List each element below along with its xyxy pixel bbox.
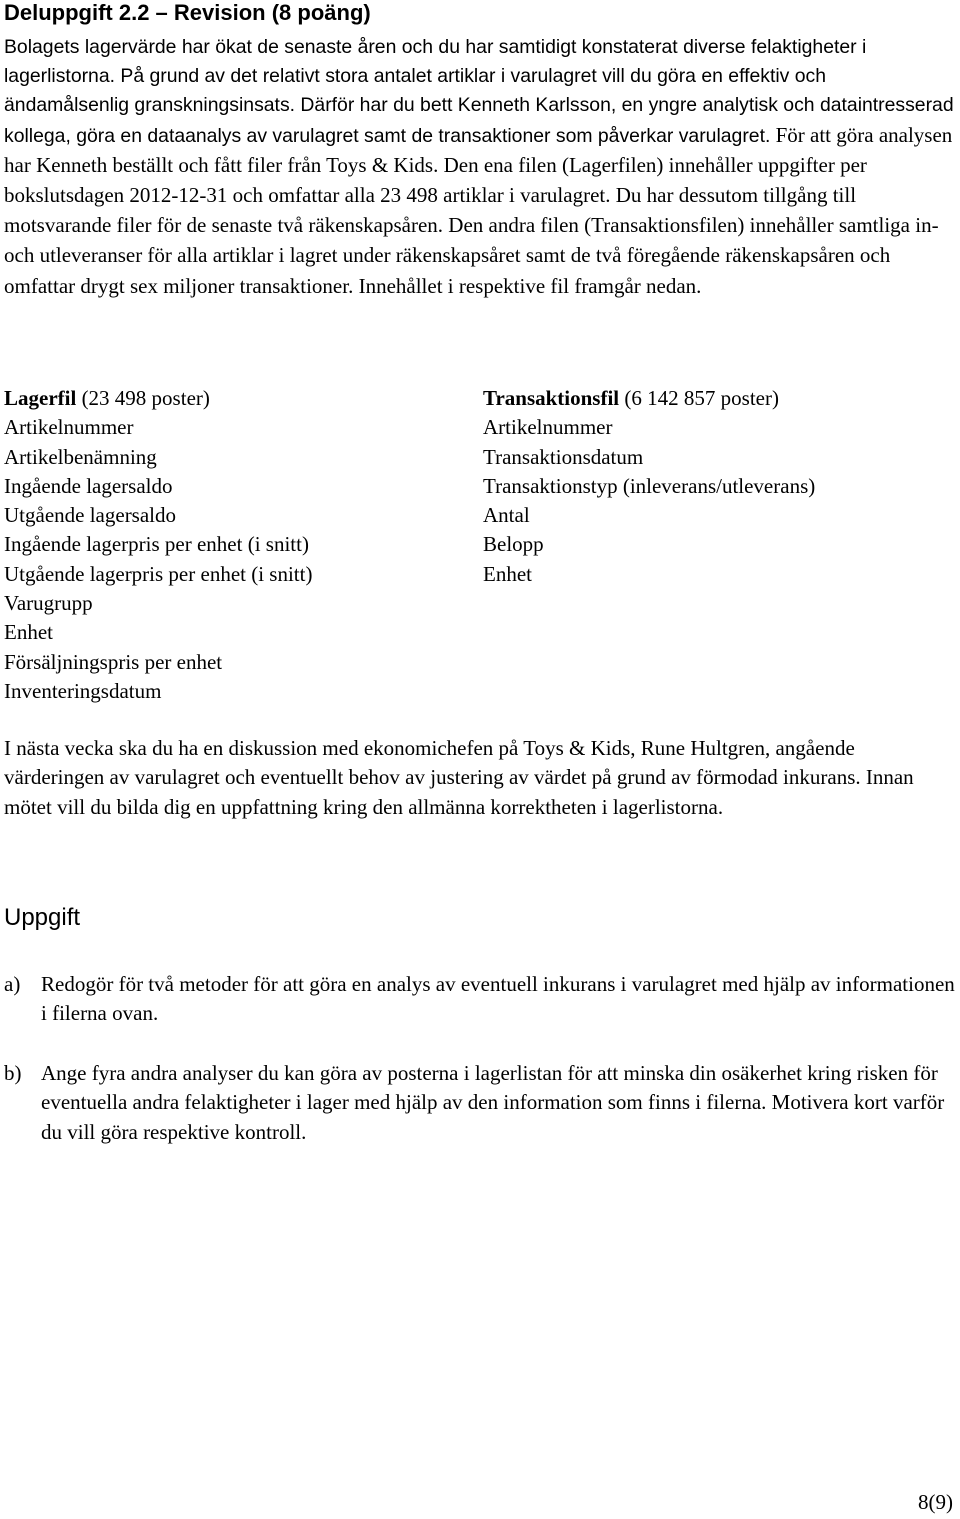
- lagerfil-column: [4, 384, 312, 706]
- transaktionsfil-field: Artikelnummer: [483, 415, 613, 440]
- task-letter: b): [4, 1061, 22, 1085]
- task-item-a: [4, 970, 960, 1029]
- lagerfil-field: Utgående lagerpris per enhet (i snitt): [4, 561, 313, 586]
- intro-paragraph: [4, 33, 956, 302]
- task-text: Redogör för två metoder för att göra en analys av eventuell inkurans i varulagret med hjälp av informationen i filerna ovan.: [41, 972, 955, 1026]
- transaktionsfil-column: [483, 384, 815, 589]
- lagerfil-count: (23 498 poster): [76, 386, 210, 410]
- section-heading: Deluppgift 2.2 – Revision (8 poäng): [4, 0, 371, 25]
- transaktionsfil-count: (6 142 857 poster): [619, 386, 779, 410]
- lagerfil-field: Ingående lagerpris per enhet (i snitt): [4, 532, 309, 557]
- lagerfil-field: Utgående lagersaldo: [4, 503, 177, 528]
- lagerfil-header: [4, 384, 312, 413]
- lagerfil-field: Ingående lagersaldo: [4, 473, 173, 498]
- transaktionsfil-field: Antal: [483, 503, 530, 528]
- transaktionsfil-title: Transaktionsfil: [483, 386, 620, 410]
- page-number: 8(9): [918, 1490, 953, 1514]
- transaktionsfil-field: Transaktionstyp (inleverans/utleverans): [483, 473, 816, 498]
- task-heading: Uppgift: [4, 904, 81, 931]
- lagerfil-field: Försäljningspris per enhet: [4, 649, 223, 674]
- lagerfil-field: Varugrupp: [4, 591, 93, 616]
- task-text: Ange fyra andra analyser du kan göra av posterna i lagerlistan för att minska din osäkerhet kring risken för eventuella andra felaktigheter i lager med hjälp av den information som finns i filerna. Motivera kort varför du vill göra respektive kontroll.: [41, 1061, 945, 1144]
- discussion-paragraph: I nästa vecka ska du ha en diskussion med ekonomichefen på Toys & Kids, Rune Hultgren, angående värderingen av varulagret och eventuellt behov av justering av värdet på grund av förmodad inkurans. Innan mötet vill du bilda dig en uppfattning kring den allmänna korrektheten i lagerlistorna.: [4, 736, 914, 819]
- lagerfil-field: Inventeringsdatum: [4, 678, 162, 703]
- task-item-b: [4, 1059, 960, 1147]
- transaktionsfil-header: [483, 384, 815, 413]
- intro-text-sans: Bolagets lagervärde har ökat de senaste åren och du har samtidigt konstaterat diverse felaktigheter i lagerlistorna. På grund av det relativt stora antalet artiklar i varulagret vill du göra en effektiv och ändamålsenlig granskningsinsats. Därför har du bett Kenneth Karlsson, en yngre analytisk och dataintresserad kollega, göra en dataanalys av varulagret samt de transaktioner som påverkar varulagret.: [4, 36, 954, 147]
- transaktionsfil-field: Transaktionsdatum: [483, 444, 644, 469]
- transaktionsfil-field: Enhet: [483, 561, 532, 586]
- lagerfil-field: Artikelnummer: [4, 415, 134, 440]
- task-letter: a): [4, 972, 21, 996]
- intro-text-serif: För att göra analysen har Kenneth beställt och fått filer från Toys & Kids. Den ena filen (Lagerfilen) innehåller uppgifter per bokslutsdagen 2012-12-31 och omfattar alla 23 498 artiklar i varulagret. Du har dessutom tillgång till motsvarande filer för de senaste två räkenskapsåren. Den andra filen (Transaktionsfilen) innehåller samtliga in- och utleveranser för alla artiklar i lagret under räkenskapsåret samt de två föregående räkenskapsåren och omfattar drygt sex miljoner transaktioner. Innehållet i respektive fil framgår nedan.: [4, 122, 953, 298]
- lagerfil-field: Artikelbenämning: [4, 444, 157, 469]
- lagerfil-title: Lagerfil: [4, 386, 77, 410]
- transaktionsfil-field: Belopp: [483, 532, 544, 557]
- lagerfil-field: Enhet: [4, 620, 53, 645]
